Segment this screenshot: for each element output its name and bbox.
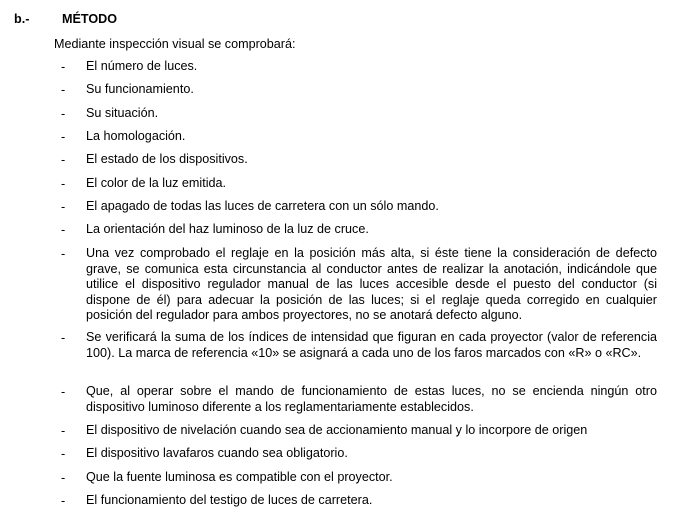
list-item-text: El dispositivo lavafaros cuando sea obligatorio. <box>86 446 348 460</box>
list-item-text: El dispositivo de nivelación cuando sea de accionamiento manual y lo incorpore de origen <box>86 423 588 437</box>
list-bullet: - <box>61 471 66 485</box>
list-item-text: El apagado de todas las luces de carretera con un sólo mando. <box>86 199 439 213</box>
list-item-text: El estado de los dispositivos. <box>86 152 248 166</box>
list-item-text: Que, al operar sobre el mando de funcionamiento de estas luces, no se encienda ningún otro dispositivo luminoso diferente a los reglamentariamente establecidos. <box>86 384 657 414</box>
list-item-text: La orientación del haz luminoso de la luz de cruce. <box>86 222 369 236</box>
list-bullet: - <box>61 200 66 214</box>
list-bullet: - <box>61 494 66 508</box>
intro-text: Mediante inspección visual se comprobará: <box>54 37 296 51</box>
list-item-text: El número de luces. <box>86 59 198 73</box>
list-bullet: - <box>61 447 66 461</box>
list-item-text: Que la fuente luminosa es compatible con el proyector. <box>86 470 393 484</box>
list-item-text: Se verificará la suma de los índices de intensidad que figuran en cada proyector (valor de referencia 100). La marca de referencia «10» se asignará a cada uno de los faros marcados con «R» o «RC». <box>86 330 657 360</box>
list-bullet: - <box>61 247 66 261</box>
list-item-text: Su situación. <box>86 106 159 120</box>
section-title: MÉTODO <box>62 12 118 26</box>
section-number: b.- <box>14 12 30 26</box>
list-item-text: El color de la luz emitida. <box>86 176 226 190</box>
list-bullet: - <box>61 83 66 97</box>
list-item-text: Su funcionamiento. <box>86 82 194 96</box>
list-bullet: - <box>61 153 66 167</box>
list-bullet: - <box>61 107 66 121</box>
list-bullet: - <box>61 60 66 74</box>
list-bullet: - <box>61 424 66 438</box>
list-bullet: - <box>61 177 66 191</box>
list-bullet: - <box>61 331 66 345</box>
list-item-text: La homologación. <box>86 129 186 143</box>
list-bullet: - <box>61 130 66 144</box>
list-item-text: El funcionamiento del testigo de luces de carretera. <box>86 493 373 507</box>
list-bullet: - <box>61 223 66 237</box>
list-bullet: - <box>61 385 66 399</box>
section-heading <box>14 11 117 27</box>
list-item-text: Una vez comprobado el reglaje en la posición más alta, si éste tiene la consideración de defecto grave, se comunica esta circunstancia al conductor antes de realizar la anotación, indicándole que utilice el dispositivo regulador manual de las luces accesible desde el puesto del conductor (si dispone de él) para adecuar la posición de las luces; si el reglaje queda corregido en cualquier posición del regulador para ambos proyectores, no se anotará defecto alguno. <box>86 246 657 323</box>
